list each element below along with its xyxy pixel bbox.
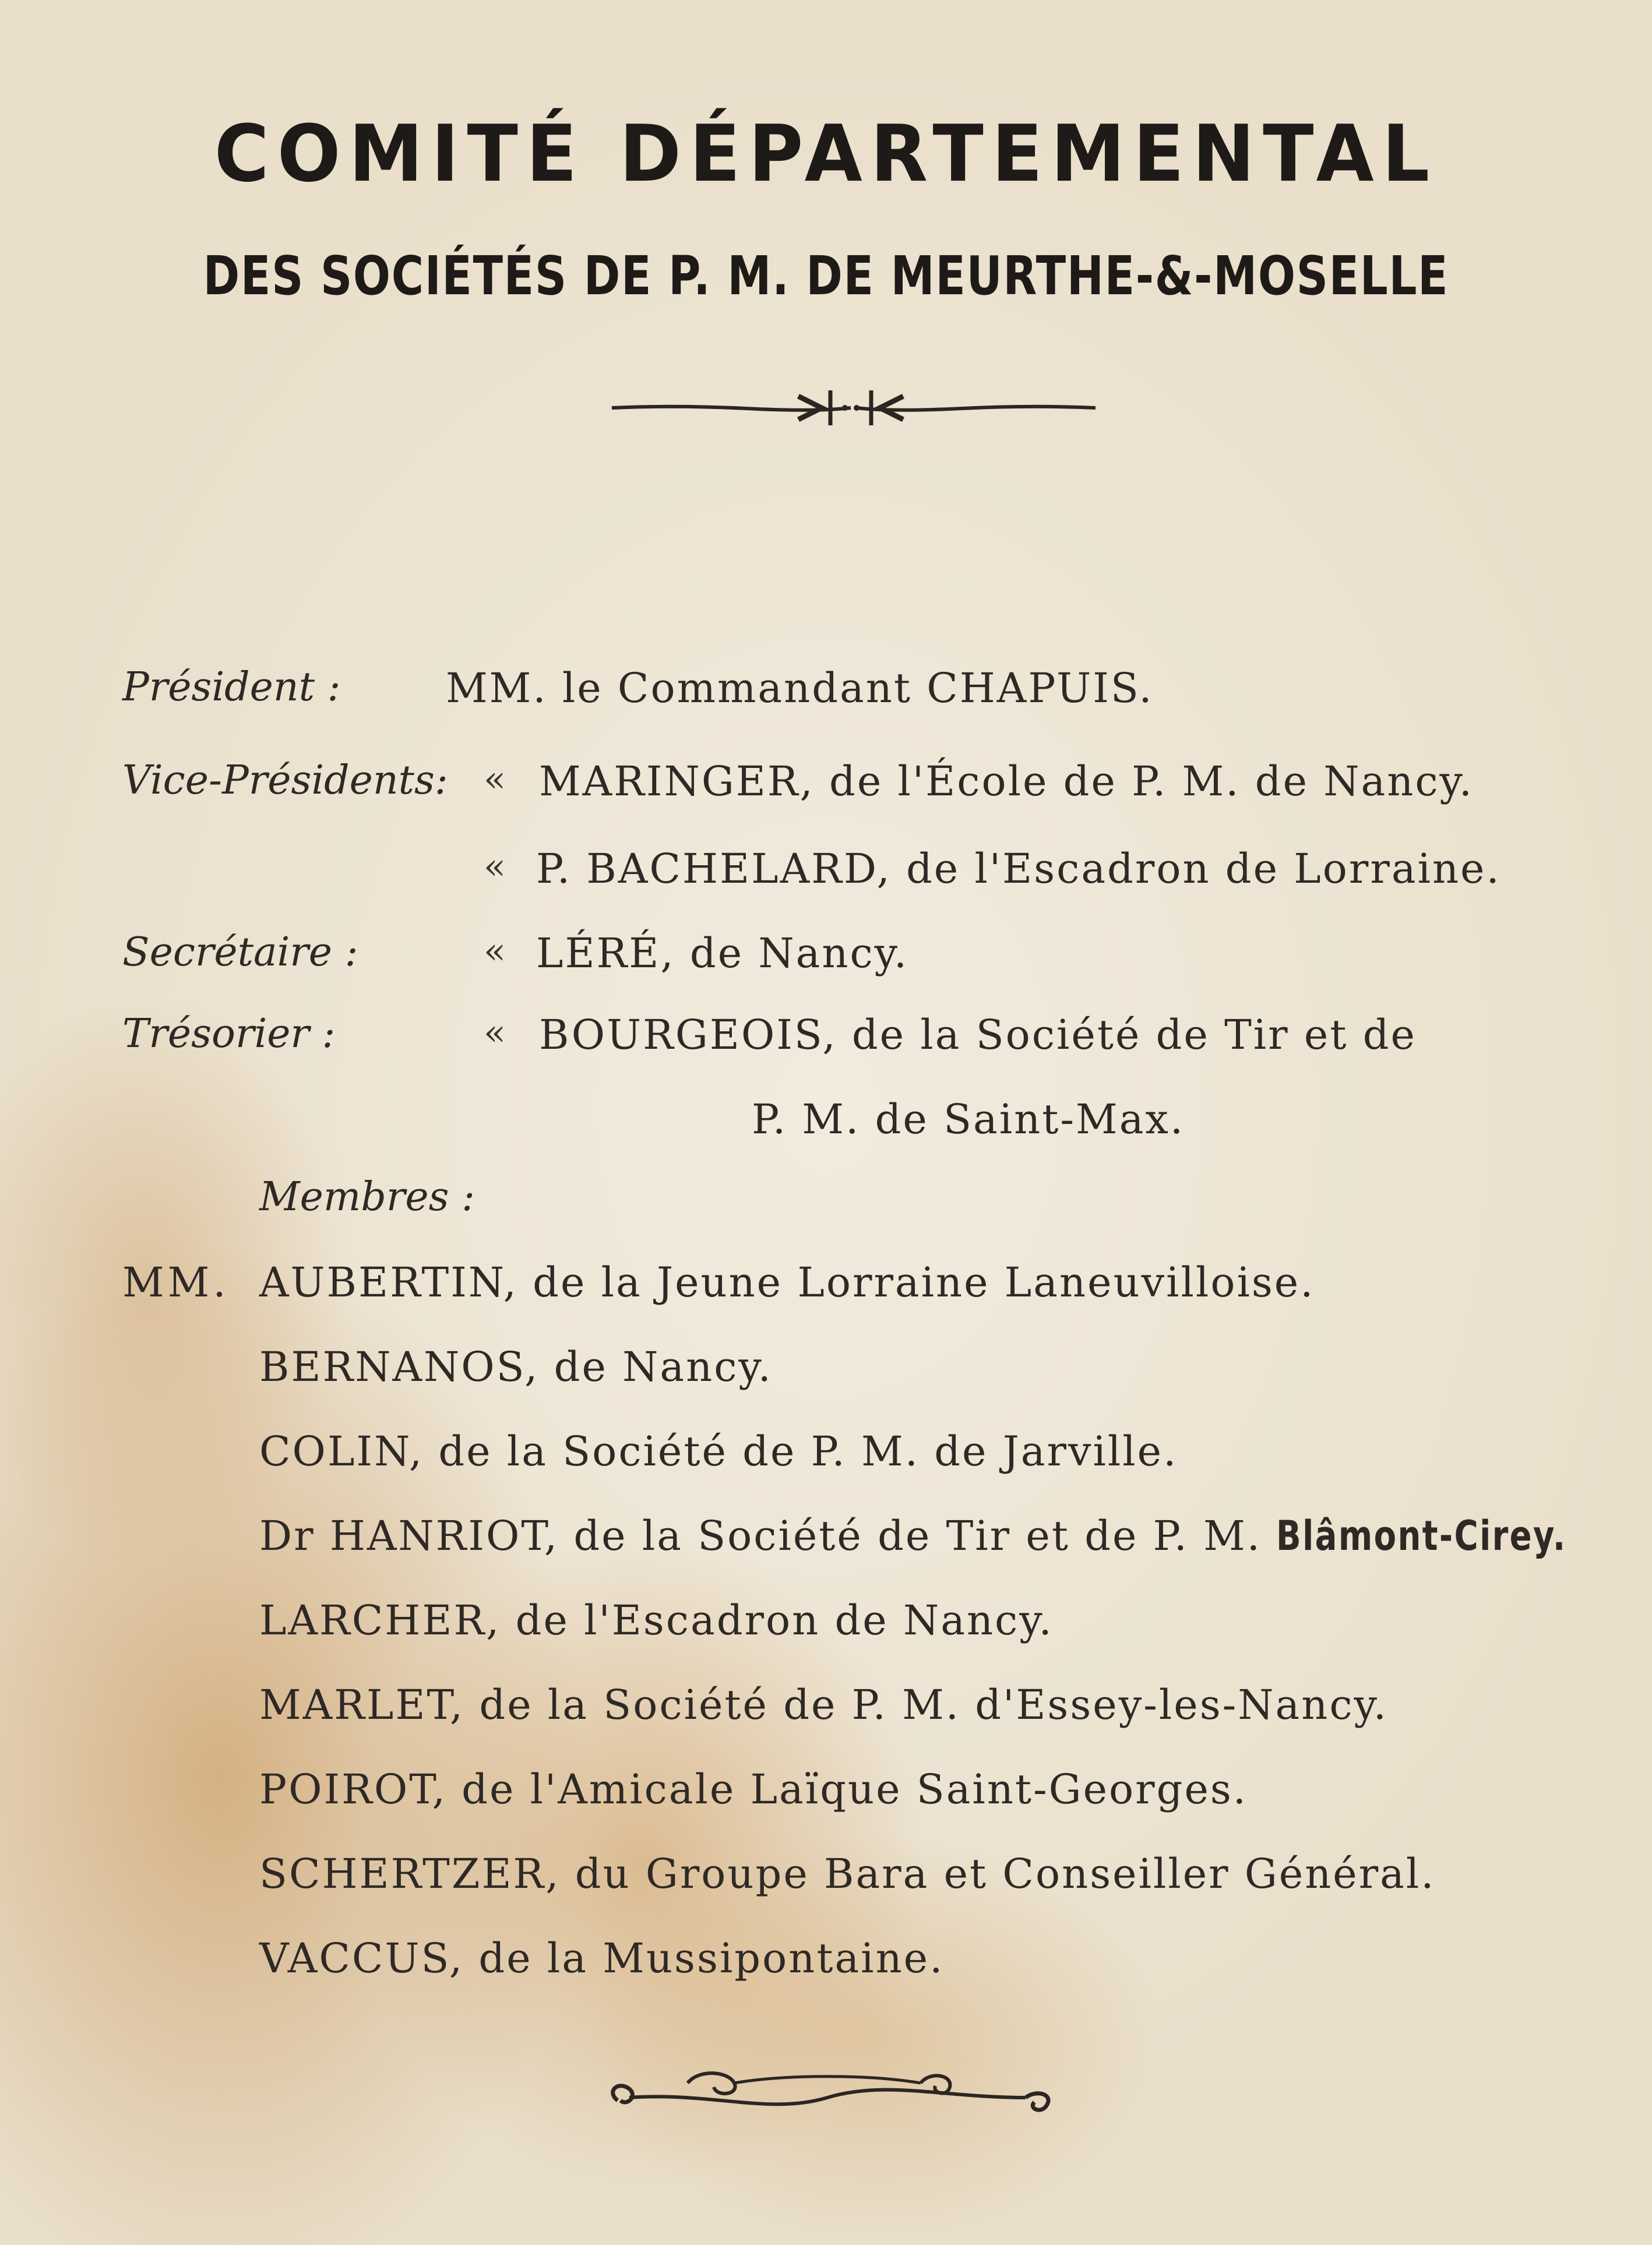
secretaire-value: LÉRÉ, de Nancy. xyxy=(536,929,909,977)
ditto-mark: « xyxy=(484,757,506,800)
ditto-mark: « xyxy=(484,1011,506,1053)
member-hanriot-place: Blâmont-Cirey. xyxy=(1276,1512,1567,1560)
member-schertzer: SCHERTZER, du Groupe Bara et Conseiller Général. xyxy=(259,1850,1436,1898)
vice-presidents-label: Vice-Présidents: xyxy=(122,757,448,803)
divider-ornament-icon xyxy=(606,382,1101,434)
president-label: Président : xyxy=(122,664,341,710)
member-vaccus: VACCUS, de la Mussipontaine. xyxy=(259,1934,945,1982)
membres-prefix: MM. xyxy=(122,1259,230,1306)
flourish-ornament-icon xyxy=(594,2057,1061,2127)
tresorier-value: BOURGEOIS, de la Société de Tir et de xyxy=(539,1011,1417,1059)
member-bernanos: BERNANOS, de Nancy. xyxy=(259,1343,773,1391)
member-larcher: LARCHER, de l'Escadron de Nancy. xyxy=(259,1596,1054,1644)
page-title: COMITÉ DÉPARTEMENTAL xyxy=(214,108,1438,200)
secretaire-label: Secrétaire : xyxy=(122,929,358,975)
member-aubertin: AUBERTIN, de la Jeune Lorraine Laneuvilloise. xyxy=(259,1259,1315,1306)
vice-president-2: P. BACHELARD, de l'Escadron de Lorraine. xyxy=(536,845,1501,893)
tresorier-label: Trésorier : xyxy=(122,1011,336,1057)
president-value: MM. le Commandant CHAPUIS. xyxy=(446,664,1154,712)
member-poirot: POIROT, de l'Amicale Laïque Saint-Georges. xyxy=(259,1765,1248,1813)
page-subtitle: DES SOCIÉTÉS DE P. M. DE MEURTHE-&-MOSELLE xyxy=(203,245,1449,307)
tresorier-value-continued: P. M. de Saint-Max. xyxy=(752,1095,1185,1143)
vice-president-1: MARINGER, de l'École de P. M. de Nancy. xyxy=(539,757,1474,805)
member-colin: COLIN, de la Société de P. M. de Jarville. xyxy=(259,1428,1178,1475)
ditto-mark: « xyxy=(484,845,506,887)
ditto-mark: « xyxy=(484,929,506,972)
member-hanriot-text: Dr HANRIOT, de la Société de Tir et de P. M. xyxy=(259,1512,1262,1560)
membres-label: Membres : xyxy=(259,1174,475,1220)
member-marlet: MARLET, de la Société de P. M. d'Essey-les-Nancy. xyxy=(259,1681,1389,1729)
member-hanriot xyxy=(259,1512,1639,1560)
